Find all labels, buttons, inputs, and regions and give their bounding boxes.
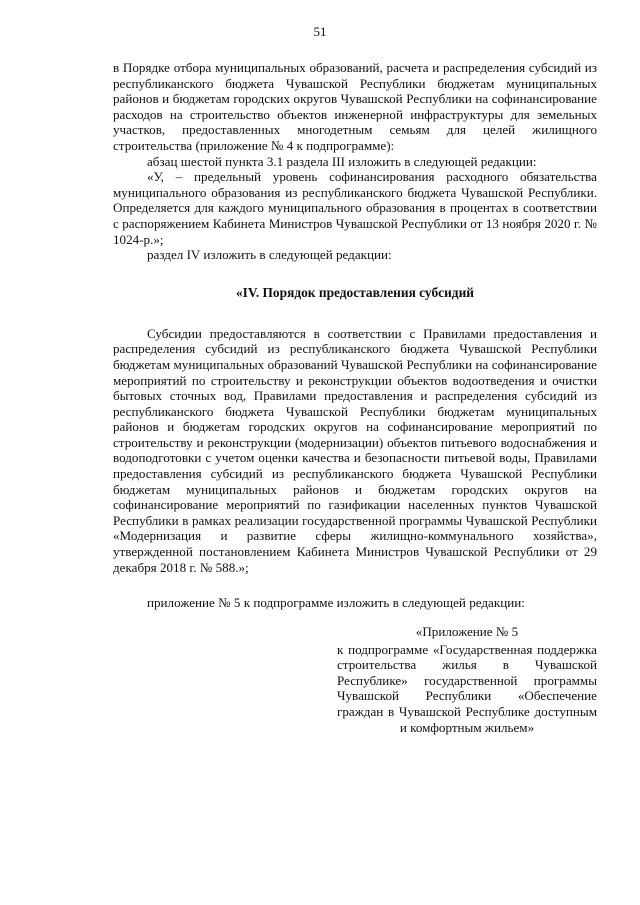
section-heading: «IV. Порядок предоставления субсидий [235,284,475,300]
document-body [113,60,597,611]
paragraph-amendment-instruction: абзац шестой пункта 3.1 раздела III изложить в следующей редакции: [147,153,537,169]
paragraph-cofinancing-level: «У, – предельный уровень софинансирования расходного обязательства муниципального образования из республиканского бюджета Чувашской Республики. Определяется для каждого муниципального образования в процентах в соответствии с распоряжением Кабинета Министров Чувашской Республики от 13 ноября 2020 г. № 1024-р.»; [113,169,597,247]
appendix-body: к подпрограмме «Государственная поддержка строительства жилья в Чувашской Республике» государственной программы Чувашской Республики «Обеспечение граждан в Чувашской Республике доступным и комфортным жильем» [337,641,597,735]
appendix-block [337,624,597,735]
paragraph-section-instruction: раздел IV изложить в следующей редакции: [147,247,392,263]
paragraph-procedure-reference: в Порядке отбора муниципальных образований, расчета и распределения субсидий из республиканского бюджета Чувашской Республики бюджетам муниципальных районов и бюджетам городских округов Чувашской Республики на софинансирование расходов на строительство объектов инженерной инфраструктуры для земельных участков, предоставленных многодетным семьям для целей жилищного строительства (приложение № 4 к подпрограмме): [113,60,597,153]
appendix-title: «Приложение № 5 [415,624,519,639]
paragraph-annex-instruction: приложение № 5 к подпрограмме изложить в следующей редакции: [147,595,525,611]
page-number: 51 [313,24,327,39]
paragraph-subsidies: Субсидии предоставляются в соответствии с Правилами предоставления и распределения субсидий из республиканского бюджета Чувашской Республики бюджетам муниципальных образований Чувашской Республики на софинансирование мероприятий по строительству и реконструкции объектов водоотведения и очистки бытовых сточных вод, Правилами предоставления и распределения субсидий из республиканского бюджета Чувашской Республики бюджетам муниципальных районов и бюджетам городских округов на софинансирование мероприятий по строительству и реконструкции (модернизации) объектов питьевого водоснабжения и водоподготовки с учетом оценки качества и безопасности питьевой воды, Правилами предоставления субсидий из республиканского бюджета Чувашской Республики бюджетам муниципальных районов и бюджетам городских округов на софинансирование мероприятий по газификации населенных пунктов Чувашской Республики в рамках реализации государственной программы Чувашской Республики «Модернизация и развитие сферы жилищно-коммунального хозяйства», утвержденной постановлением Кабинета Министров Чувашской Республики от 29 декабря 2018 г. № 588.»; [113,325,597,575]
